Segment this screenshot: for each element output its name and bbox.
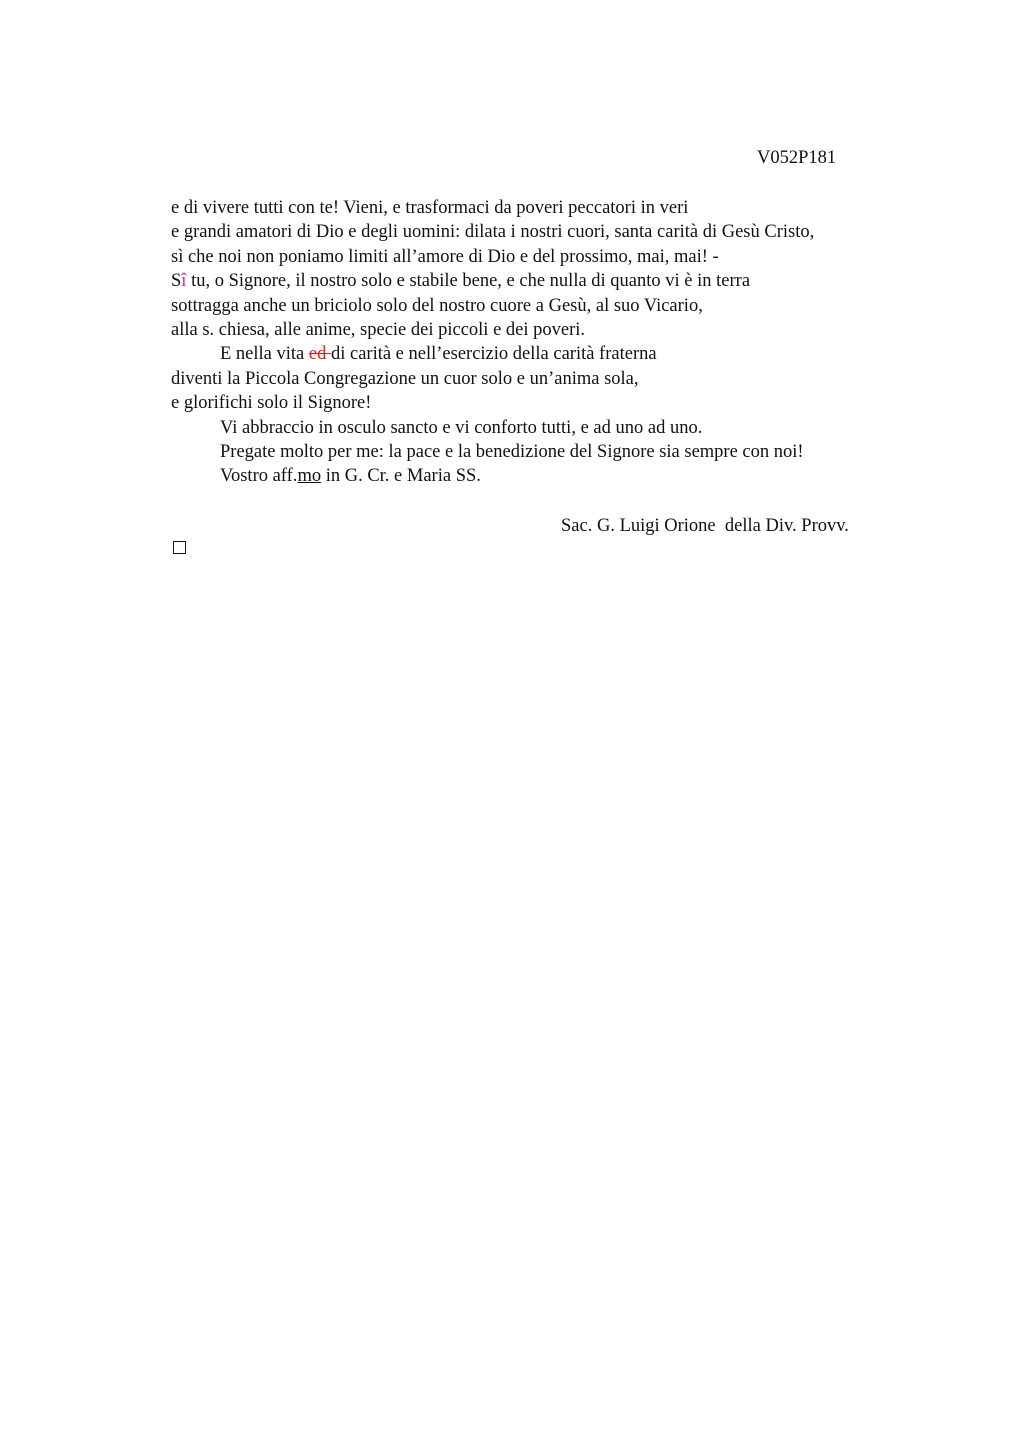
closing-prefix: Vostro aff. xyxy=(220,466,298,487)
text-line-5: sottragga anche un briciolo solo del nostro cuore a Gesù, al suo Vicario, xyxy=(171,295,703,316)
text-line-4 xyxy=(171,269,901,293)
text-line-8: diventi la Piccola Congregazione un cuor solo e un’anima sola, xyxy=(171,368,639,389)
page-identifier: V052P181 xyxy=(757,148,837,168)
line4-suffix: tu, o Signore, il nostro solo e stabile bene, e che nulla di quanto vi è in terra xyxy=(186,271,751,292)
text-line-2: e grandi amatori di Dio e degli uomini: dilata i nostri cuori, santa carità di Gesù Cristo, xyxy=(171,222,815,243)
line4-prefix: S xyxy=(171,271,182,292)
letter-body xyxy=(171,196,901,489)
signature: Sac. G. Luigi Orione della Div. Provv. xyxy=(561,516,849,536)
text-line-3: sì che noi non poniamo limiti all’amore di Dio e del prossimo, mai, mai! - xyxy=(171,246,719,267)
text-line-11: Pregate molto per me: la pace e la benedizione del Signore sia sempre con noi! xyxy=(220,441,804,462)
checkbox-icon xyxy=(173,541,186,554)
struck-through-word: ed xyxy=(308,344,331,365)
text-line-7 xyxy=(171,342,901,366)
line7-suffix: di carità e nell’esercizio della carità fraterna xyxy=(330,344,657,365)
underlined-abbreviation: mo xyxy=(297,466,322,487)
closing-line xyxy=(171,464,901,488)
text-line-9: e glorifichi solo il Signore! xyxy=(171,393,372,414)
text-line-10: Vi abbraccio in osculo sancto e vi conforto tutti, e ad uno ad uno. xyxy=(220,417,703,438)
closing-suffix: in G. Cr. e Maria SS. xyxy=(321,466,481,487)
highlighted-character: î xyxy=(181,271,187,292)
text-line-1: e di vivere tutti con te! Vieni, e trasformaci da poveri peccatori in veri xyxy=(171,198,689,218)
line7-prefix: E nella vita xyxy=(220,344,309,365)
text-line-6: alla s. chiesa, alle anime, specie dei piccoli e dei poveri. xyxy=(171,319,586,340)
